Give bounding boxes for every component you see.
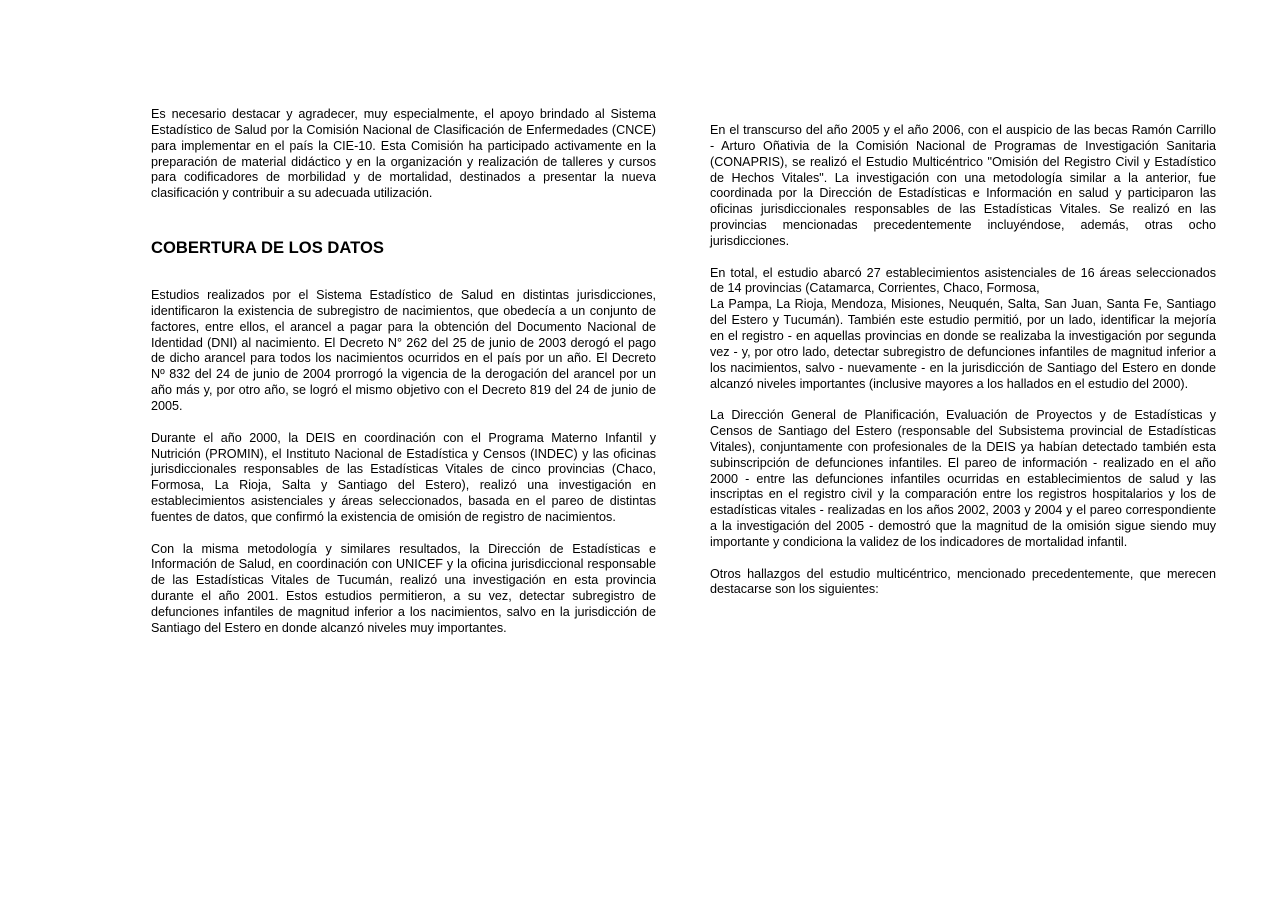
paragraph-multicentric-study: En el transcurso del año 2005 y el año 2006, con el auspicio de las becas Ramón Carrillo - Arturo Oñativia de la Comisión Nacional de Programas de Investigación Sanitaria (CONAPRIS), se realizó el Estudio Multicéntrico "Omisión del Registro Civil y Estadístico de Hechos Vitales". La investigación con una metodología similar a la anterior, fue coordinada por la Dirección de Estadísticas e Información en salud y participaron las oficinas jurisdiccionales responsables de las Estadísticas Vitales. Se realizó en las provincias mencionadas precedentemente incluyéndose, además, otras ocho jurisdicciones. [710, 123, 1216, 248]
paragraph-subregistro-studies: Estudios realizados por el Sistema Estadístico de Salud en distintas jurisdicciones, identificaron la existencia de subregistro de nacimientos, que obedecía a un conjunto de factores, entre ellos, el arancel a pagar para la obtención del Documento Nacional de Identidad (DNI) al nacimiento. El Decreto N° 262 del 25 de junio de 2003 derogó el pago de dicho arancel para todos los nacimientos ocurridos en el país por un año. El Decreto Nº 832 del 24 de junio de 2004 prorrogó la vigencia de la derogación del arancel por un año más y, por otro año, se logró el mismo objetivo con el Decreto 819 del 24 de junio de 2005. [151, 288, 656, 413]
left-column [151, 107, 656, 637]
paragraph-santiago-del-estero: La Dirección General de Planificación, Evaluación de Proyectos y de Estadísticas y Censos de Santiago del Estero (responsable del Subsistema provincial de Estadísticas Vitales), conjuntamente con profesionales de la DEIS ya habían detectado también esta subinscripción de defunciones infantiles. El pareo de información - realizado en el año 2000 - entre las defunciones infantiles ocurridas en establecimientos de salud y las inscriptas en el registro civil y la comparación entre los registros hospitalarios y los de estadísticas vitales - realizadas en los años 2002, 2003 y 2004 y el pareo correspondiente a la investigación del 2005 - demostró que la magnitud de la omisión sigue siendo muy importante y condiciona la validez de los indicadores de mortalidad infantil. [710, 408, 1216, 549]
paragraph-study-coverage: En total, el estudio abarcó 27 establecimientos asistenciales de 16 áreas seleccionados de 14 provincias (Catamarca, Corrientes, Chaco, Formosa, La Pampa, La Rioja, Mendoza, Misiones, Neuquén, Salta, San Juan, Santa Fe, Santiago del Estero y Tucumán). También este estudio permitió, por un lado, identificar la mejoría en el registro - en aquellas provincias en donde se realizaba la investigación por segunda vez - y, por otro lado, detectar subregistro de defunciones infantiles de magnitud inferior a los nacimientos, salvo - nuevamente - en la jurisdicción de Santiago del Estero en donde alcanzó niveles importantes (inclusive mayores a los hallados en el estudio del 2000). [710, 265, 1216, 391]
section-heading-cobertura: COBERTURA DE LOS DATOS [151, 238, 384, 258]
paragraph-other-findings: Otros hallazgos del estudio multicéntrico, mencionado precedentemente, que merecen destacarse son los siguientes: [710, 566, 1216, 597]
paragraph-tucuman-investigation: Con la misma metodología y similares resultados, la Dirección de Estadísticas e Información de Salud, en coordinación con UNICEF y la oficina jurisdiccional responsable de las Estadísticas Vitales de Tucumán, realizó una investigación en esta provincia durante el año 2001. Estos estudios permitieron, a su vez, detectar subregistro de defunciones infantiles de magnitud inferior a los nacimientos, salvo en la jurisdicción de Santiago del Estero en donde alcanzó niveles muy importantes. [151, 541, 656, 635]
paragraph-year-2000-investigation: Durante el año 2000, la DEIS en coordinación con el Programa Materno Infantil y Nutrición (PROMIN), el Instituto Nacional de Estadística y Censos (INDEC) y las oficinas jurisdiccionales responsables de las Estadísticas Vitales de cinco provincias (Chaco, Formosa, La Rioja, Salta y Santiago del Estero), realizó una investigación en establecimientos asistenciales y áreas seleccionados, basada en el pareo de distintas fuentes de datos, que confirmó la existencia de omisión de registro de nacimientos. [151, 430, 656, 524]
right-column [710, 123, 1216, 598]
paragraph-cnce-acknowledgement: Es necesario destacar y agradecer, muy especialmente, el apoyo brindado al Sistema Estadístico de Salud por la Comisión Nacional de Clasificación de Enfermedades (CNCE) para implementar en el país la CIE-10. Esta Comisión ha participado activamente en la preparación de material didáctico y en la organización y realización de talleres y cursos para codificadores de morbilidad y de mortalidad, destinados a presentar la nueva clasificación y contribuir a su adecuada utilización. [151, 107, 656, 201]
